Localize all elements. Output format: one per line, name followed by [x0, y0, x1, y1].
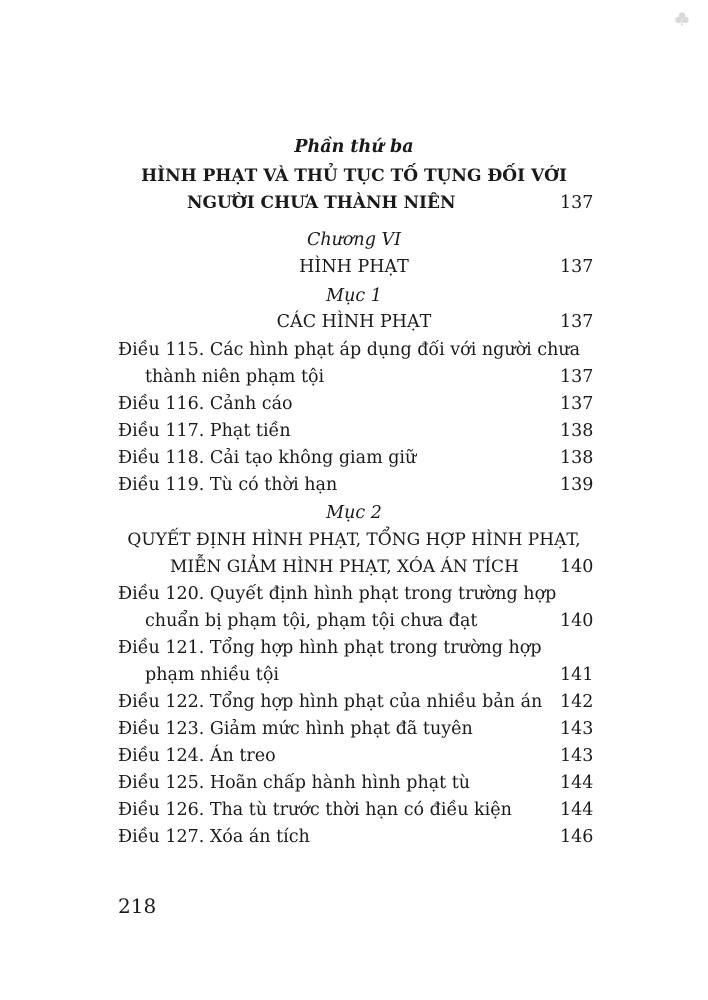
- toc-entry-page: 146: [560, 827, 594, 847]
- section2-title-line1: QUYẾT ĐỊNH HÌNH PHẠT, TỔNG HỢP HÌNH PHẠT,: [127, 530, 581, 550]
- toc-entry: Điều 127. Xóa án tích: [118, 827, 310, 847]
- toc-entry: Điều 118. Cải tạo không giam giữ: [118, 448, 417, 468]
- toc-entry: Điều 119. Tù có thời hạn: [118, 475, 338, 495]
- toc-entry-continuation: phạm nhiều tội: [145, 665, 279, 685]
- toc-entry: Điều 116. Cảnh cáo: [118, 394, 293, 414]
- toc-entry: Điều 117. Phạt tiền: [118, 421, 291, 441]
- chapter-title: HÌNH PHẠT: [299, 257, 409, 277]
- part-page: 137: [560, 193, 594, 213]
- toc-entry: Điều 115. Các hình phạt áp dụng đối với người chưa: [118, 340, 581, 360]
- toc-entry-continuation: chuẩn bị phạm tội, phạm tội chưa đạt: [145, 611, 478, 631]
- toc-entry-page: 140: [560, 611, 594, 631]
- toc-entry-page: 141: [560, 665, 594, 685]
- toc-entry: Điều 125. Hoãn chấp hành hình phạt tù: [118, 773, 471, 793]
- section2-title-line2: MIỄN GIẢM HÌNH PHẠT, XÓA ÁN TÍCH: [170, 557, 519, 577]
- toc-entry-continuation: thành niên phạm tội: [145, 367, 325, 387]
- part-subtitle: Phần thứ ba: [294, 137, 414, 157]
- toc-entry: Điều 126. Tha tù trước thời hạn có điều kiện: [118, 800, 512, 820]
- toc-entry-page: 137: [560, 394, 594, 414]
- chapter-page: 137: [560, 257, 594, 277]
- section2-page: 140: [560, 557, 594, 577]
- toc-entry-page: 137: [560, 367, 594, 387]
- toc-entry-page: 138: [560, 421, 594, 441]
- section1-label: Mục 1: [326, 286, 382, 306]
- chapter-label: Chương VI: [306, 230, 402, 250]
- toc-entry: Điều 123. Giảm mức hình phạt đã tuyên: [118, 719, 473, 739]
- toc-entry: Điều 124. Án treo: [118, 746, 276, 766]
- toc-entry-page: 143: [560, 719, 594, 739]
- toc-entry-page: 139: [560, 475, 594, 495]
- clover-mark-icon: [674, 11, 690, 27]
- toc-entry-page: 144: [560, 773, 594, 793]
- section2-label: Mục 2: [326, 503, 382, 523]
- toc-entry-page: 143: [560, 746, 594, 766]
- toc-entry: Điều 122. Tổng hợp hình phạt của nhiều bản án: [118, 692, 543, 712]
- toc-entry-page: 142: [560, 692, 594, 712]
- toc-entry: Điều 120. Quyết định hình phạt trong trường hợp: [118, 584, 557, 604]
- toc-entry-page: 144: [560, 800, 594, 820]
- part-title-line1: HÌNH PHẠT VÀ THỦ TỤC TỐ TỤNG ĐỐI VỚI: [141, 166, 567, 186]
- part-title-line2: NGƯỜI CHƯA THÀNH NIÊN: [187, 193, 456, 213]
- section1-page: 137: [560, 312, 594, 332]
- toc-entry: Điều 121. Tổng hợp hình phạt trong trường hợp: [118, 638, 542, 658]
- footer-page-number: 218: [118, 894, 157, 918]
- toc-entry-page: 138: [560, 448, 594, 468]
- section1-title: CÁC HÌNH PHẠT: [276, 312, 432, 332]
